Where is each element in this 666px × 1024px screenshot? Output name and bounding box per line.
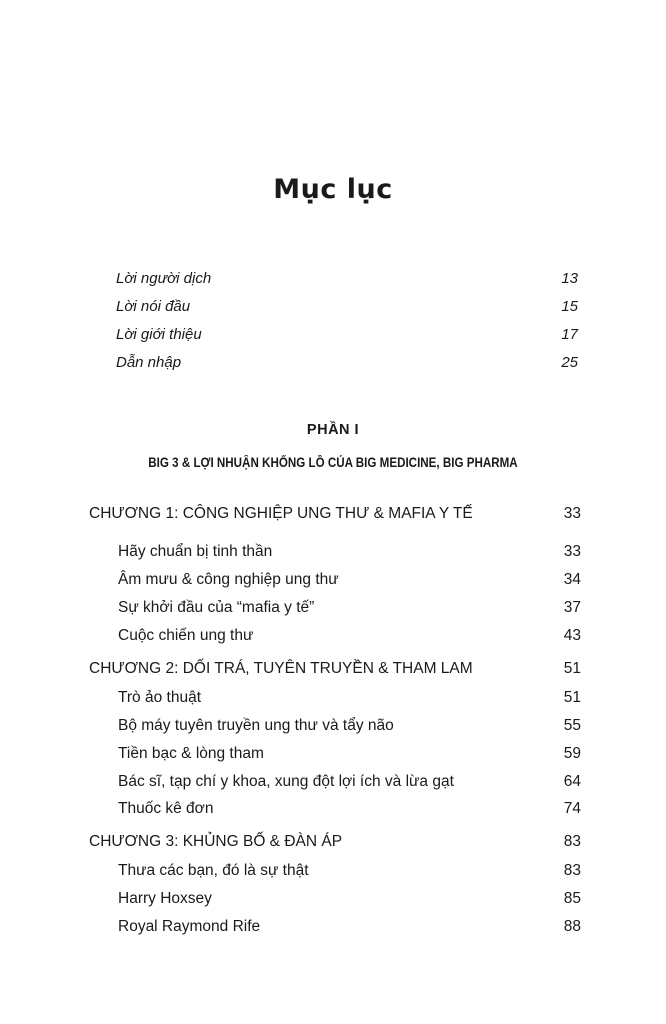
chapter-label: CHƯƠNG 3: KHỦNG BỐ & ĐÀN ÁP xyxy=(89,833,343,850)
toc-entry-page: 13 xyxy=(561,270,578,287)
toc-chapter xyxy=(89,830,581,854)
page-title: Mục lục xyxy=(273,174,393,205)
toc-section xyxy=(118,887,581,911)
toc-section xyxy=(118,714,581,738)
chapter-label: CHƯƠNG 2: DỐI TRÁ, TUYÊN TRUYỀN & THAM LAM xyxy=(89,660,473,677)
section-page: 37 xyxy=(563,599,581,616)
section-page: 59 xyxy=(563,745,581,762)
chapter-page: 83 xyxy=(563,833,581,850)
section-label: Trò ảo thuật xyxy=(118,689,202,706)
section-page: 33 xyxy=(563,543,581,560)
toc-entry-label: Lời người dịch xyxy=(116,270,212,287)
toc-chapter xyxy=(89,657,581,681)
toc-section xyxy=(118,568,581,592)
toc-section xyxy=(118,596,581,620)
section-label: Thưa các bạn, đó là sự thật xyxy=(118,862,309,879)
section-page: 51 xyxy=(563,689,581,706)
toc-section xyxy=(118,742,581,766)
section-page: 55 xyxy=(563,717,581,734)
section-label: Âm mưu & công nghiệp ung thư xyxy=(118,571,339,588)
toc-entry-front xyxy=(116,295,578,319)
chapter-page: 51 xyxy=(563,660,581,677)
toc-entry-label: Lời nói đầu xyxy=(116,298,191,315)
section-page: 88 xyxy=(563,918,581,935)
section-label: Harry Hoxsey xyxy=(118,890,212,907)
toc-entry-page: 17 xyxy=(561,326,578,343)
toc-entry-label: Dẫn nhập xyxy=(116,354,182,371)
section-label: Royal Raymond Rife xyxy=(118,918,261,935)
toc-section xyxy=(118,686,581,710)
section-label: Cuộc chiến ung thư xyxy=(118,627,254,644)
section-label: Bác sĩ, tạp chí y khoa, xung đột lợi ích và lừa gạt xyxy=(118,773,454,790)
toc-section xyxy=(118,540,581,564)
section-page: 43 xyxy=(563,627,581,644)
toc-section xyxy=(118,797,581,821)
part-label: PHẦN I xyxy=(306,422,360,438)
chapter-label: CHƯƠNG 1: CÔNG NGHIỆP UNG THƯ & MAFIA Y TẾ xyxy=(89,505,473,522)
toc-section xyxy=(118,770,581,794)
toc-section xyxy=(118,915,581,939)
section-label: Bộ máy tuyên truyền ung thư và tẩy não xyxy=(118,717,394,734)
part-title: BIG 3 & LỢI NHUẬN KHỔNG LỒ CỦA BIG MEDICINE, BIG PHARMA xyxy=(148,455,518,470)
toc-entry-front xyxy=(116,351,578,375)
section-page: 85 xyxy=(563,890,581,907)
toc-entry-front xyxy=(116,323,578,347)
toc-entry-label: Lời giới thiệu xyxy=(116,326,202,343)
toc-section xyxy=(118,859,581,883)
section-page: 34 xyxy=(563,571,581,588)
section-page: 83 xyxy=(563,862,581,879)
toc-entry-page: 25 xyxy=(561,354,578,371)
toc-chapter xyxy=(89,502,581,526)
section-label: Sự khởi đầu của “mafia y tế” xyxy=(118,599,315,616)
toc-entry-page: 15 xyxy=(561,298,578,315)
chapter-page: 33 xyxy=(563,505,581,522)
section-page: 64 xyxy=(563,773,581,790)
toc-section xyxy=(118,624,581,648)
section-label: Thuốc kê đơn xyxy=(118,800,214,817)
section-label: Hãy chuẩn bị tinh thần xyxy=(118,543,273,560)
section-label: Tiền bạc & lòng tham xyxy=(118,745,264,762)
section-page: 74 xyxy=(563,800,581,817)
toc-entry-front xyxy=(116,267,578,291)
